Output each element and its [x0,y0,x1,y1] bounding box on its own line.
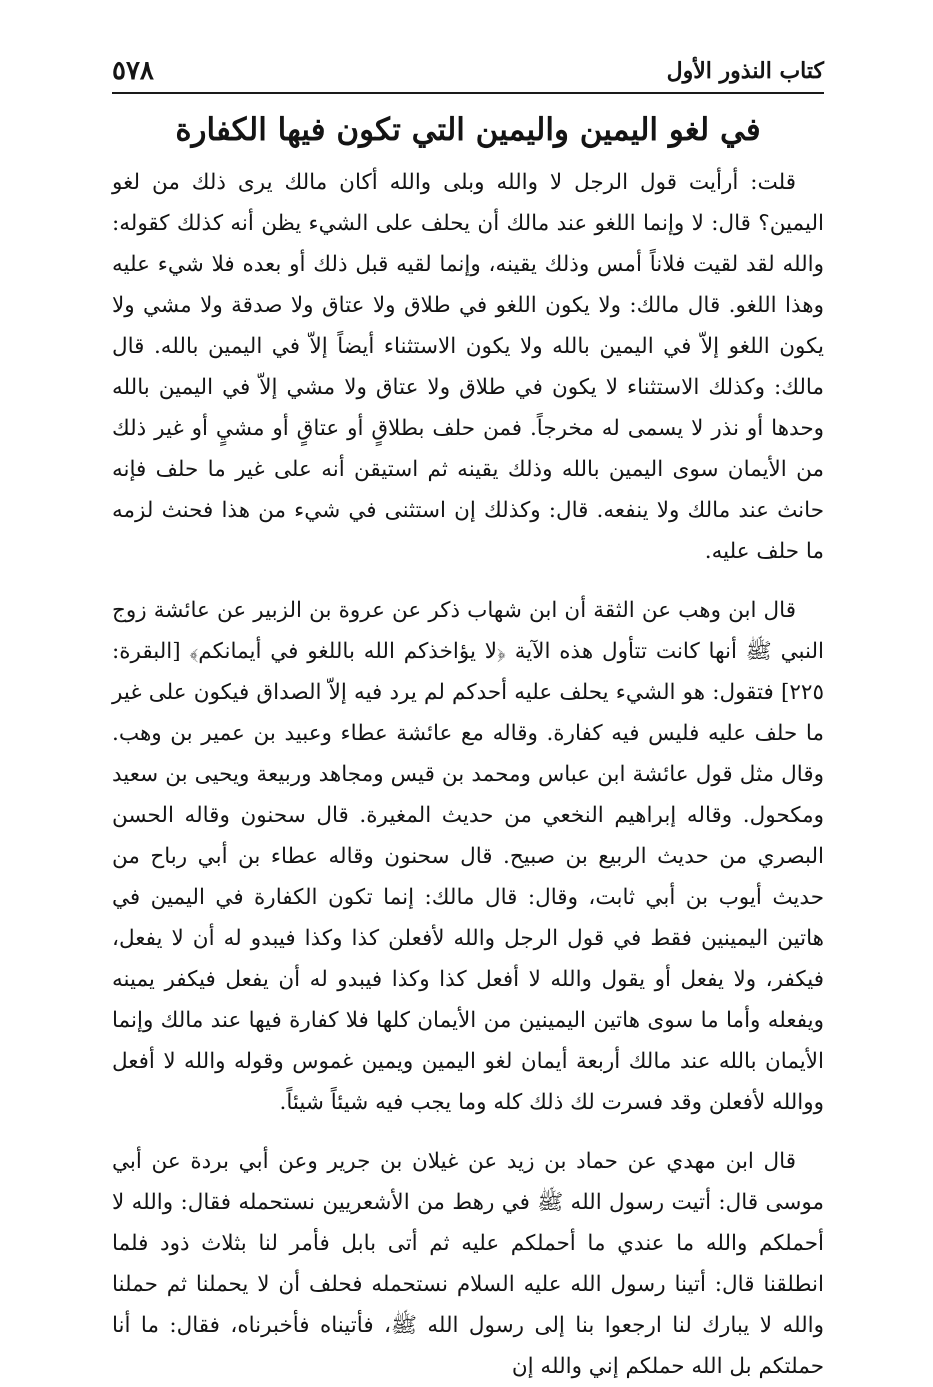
chapter-heading: في لغو اليمين واليمين التي تكون فيها الكفارة [175,112,761,148]
page-number: ٥٧٨ [112,56,154,86]
paragraph-2: قال ابن وهب عن الثقة أن ابن شهاب ذكر عن عروة بن الزبير عن عائشة زوج النبي ﷺ أنها كانت تتأول هذه الآية ﴿لا يؤاخذكم الله باللغو في أيمانكم﴾ [البقرة: ٢٢٥] فتقول: هو الشيء يحلف عليه أحدكم لم يرد فيه إلاّ الصداق فيكون على غير ما حلف عليه فليس فيه كفارة. وقاله مع عائشة عطاء وعبيد بن عمير بن وهب. وقال مثل قول عائشة ابن عباس ومحمد بن قيس ومجاهد وربيعة ويحيى بن سعيد ومكحول. وقاله إبراهيم النخعي من حديث المغيرة. قال سحنون وقاله الحسن البصري من حديث الربيع بن صبيح. قال سحنون وقاله عطاء بن أبي رباح من حديث أيوب بن أبي ثابت، وقال: قال مالك: إنما تكون الكفارة في اليمين في هاتين اليمينين فقط في قول الرجل والله لأفعلن كذا وكذا فيبدو له أن لا يفعل، فيكفر، ولا يفعل أو يقول والله لا أفعل كذا وكذا فيبدو له أن يفعل فيكفر يمينه ويفعله وأما ما سوى هاتين اليمينين من الأيمان كلها فلا كفارة فيها عند مالك وإنما الأيمان بالله عند مالك أربعة أيمان لغو اليمين ويمين غموس وقوله والله لا أفعل ووالله لأفعلن وقد فسرت لك ذلك كله وما يجب فيه شيئاً شيئاً. [112,598,824,1115]
running-header [112,52,824,94]
body-text [112,162,824,1387]
paragraph-3: قال ابن مهدي عن حماد بن زيد عن غيلان بن جرير وعن أبي بردة عن أبي موسى قال: أتيت رسول الله ﷺ في رهط من الأشعريين نستحمله فقال: والله لا أحملكم والله ما عندي ما أحملكم عليه ثم أتى بابل فأمر لنا بثلاث ذود فلما انطلقنا قال: أتينا رسول الله عليه السلام نستحمله فحلف أن لا يحملنا ثم حملنا والله لا يبارك لنا ارجعوا بنا إلى رسول الله ﷺ، فأتيناه فأخبرناه، فقال: ما أنا حملتكم بل الله حملكم إني والله إن [112,1149,824,1379]
book-title: كتاب النذور الأول [666,58,824,84]
paragraph-1: قلت: أرأيت قول الرجل لا والله وبلى والله أكان مالك يرى ذلك من لغو اليمين؟ قال: لا وإنما اللغو عند مالك أن يحلف على الشيء يظن أنه كذلك كقوله: والله لقد لقيت فلاناً أمس وذلك يقينه، وإنما لقيه قبل ذلك أو بعده فلا شيء عليه وهذا اللغو. قال مالك: ولا يكون اللغو في طلاق ولا عتاق ولا صدقة ولا مشي ولا يكون اللغو إلاّ في اليمين بالله ولا يكون الاستثناء أيضاً إلاّ في اليمين بالله. قال مالك: وكذلك الاستثناء لا يكون في طلاق ولا عتاق ولا مشي إلاّ في اليمين بالله وحدها أو نذر لا يسمى له مخرجاً. فمن حلف بطلاقٍ أو عتاقٍ أو مشيٍ أو غير ذلك من الأيمان سوى اليمين بالله وذلك يقينه ثم استيقن أنه على غير ما حلف فإنه حانث عند مالك ولا ينفعه. قال: وكذلك إن استثنى في شيء من هذا فحنث لزمه ما حلف عليه. [112,170,824,564]
